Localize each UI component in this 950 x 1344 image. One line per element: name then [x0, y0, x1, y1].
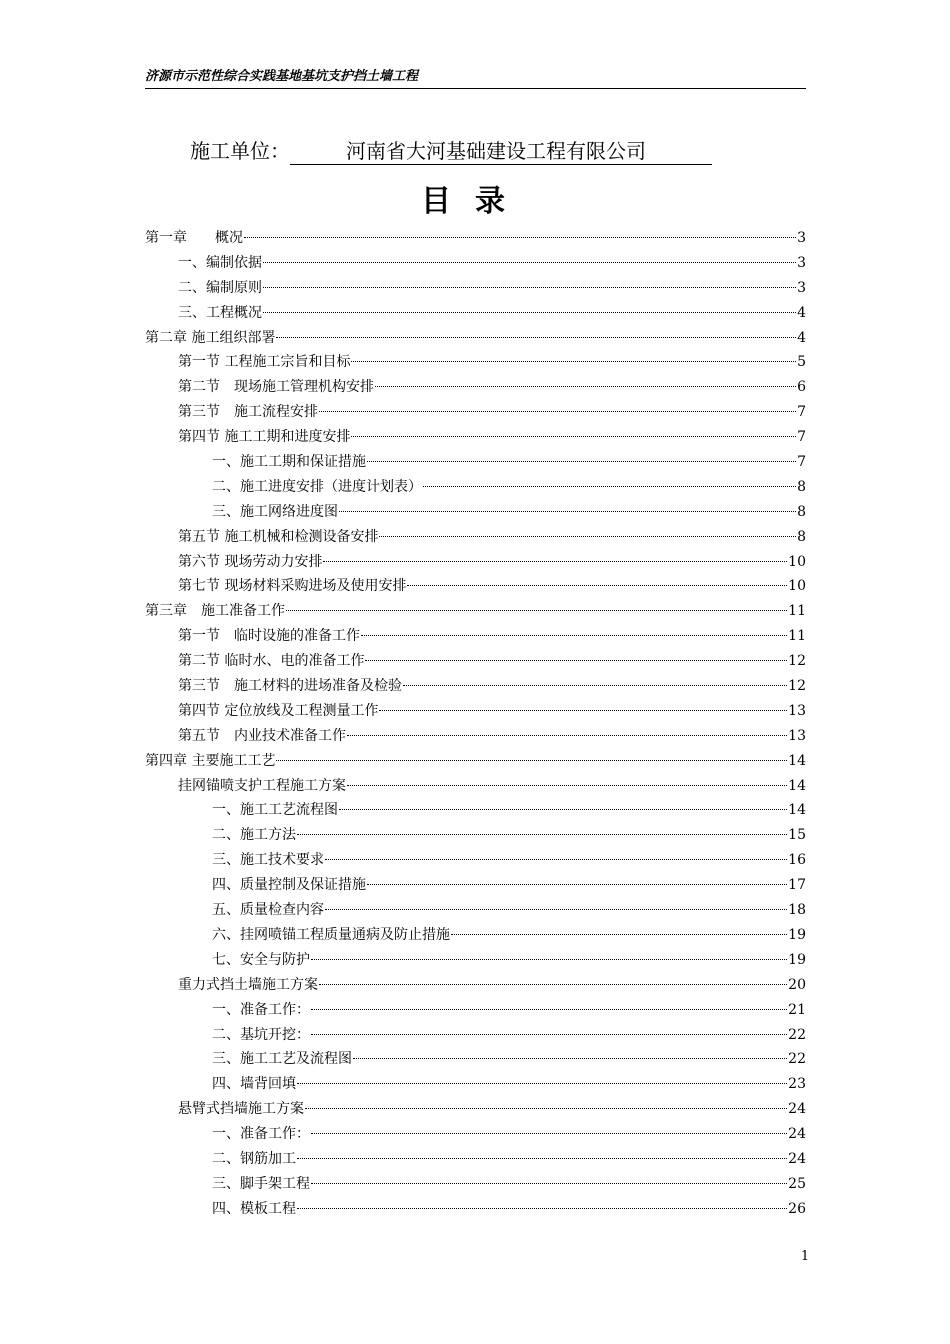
toc-entry-title: 第四节 定位放线及工程测量工作: [178, 702, 379, 719]
toc-entry[interactable]: [145, 998, 806, 1023]
toc-entry-title: 七、安全与防护: [212, 951, 310, 968]
dot-leader: [353, 1058, 787, 1059]
toc-entry-title: 第四节 施工工期和进度安排: [178, 429, 351, 446]
toc-entry-page: 19: [788, 926, 806, 943]
toc-entry-page: 5: [797, 354, 806, 371]
toc-entry[interactable]: [145, 550, 806, 575]
dot-leader: [276, 337, 796, 338]
dot-leader: [325, 909, 787, 910]
toc-entry[interactable]: [145, 1197, 806, 1222]
dot-leader: [311, 1009, 787, 1010]
toc-entry[interactable]: [145, 1097, 806, 1122]
toc-entry[interactable]: [145, 823, 806, 848]
toc-entry-title: 二、编制原则: [178, 279, 262, 296]
toc-entry-page: 4: [797, 329, 806, 346]
dot-leader: [311, 1034, 787, 1035]
toc-entry-title: 第五节 内业技术准备工作: [178, 727, 346, 744]
dot-leader: [319, 984, 787, 985]
dot-leader: [276, 760, 787, 761]
toc-entry-title: 第一节 临时设施的准备工作: [178, 628, 360, 645]
toc-entry-page: 10: [788, 553, 806, 570]
toc-entry-title: 一、准备工作：: [212, 1001, 310, 1018]
dot-leader: [305, 1108, 787, 1109]
toc-entry[interactable]: [145, 525, 806, 550]
toc-entry-page: 17: [788, 877, 806, 894]
toc-entry-title: 第四章 主要施工工艺: [145, 752, 276, 769]
toc-entry[interactable]: [145, 350, 806, 375]
toc-entry[interactable]: [145, 400, 806, 425]
toc-entry[interactable]: [145, 948, 806, 973]
toc-entry-title: 第一章 概况: [145, 230, 243, 246]
toc-entry-page: 7: [797, 454, 806, 471]
toc-entry-title: 四、模板工程: [212, 1200, 296, 1217]
toc-entry-title: 三、工程概况: [178, 304, 262, 321]
toc-entry[interactable]: [145, 624, 806, 649]
toc-entry[interactable]: [145, 1122, 806, 1147]
dot-leader: [403, 685, 787, 686]
toc-entry[interactable]: [145, 973, 806, 998]
dot-leader: [263, 262, 796, 263]
toc-entry-page: 25: [788, 1175, 806, 1192]
toc-entry-title: 重力式挡土墙施工方案: [178, 976, 318, 993]
toc-entry[interactable]: [145, 301, 806, 326]
toc-entry-title: 一、编制依据: [178, 254, 262, 271]
toc-entry-title: 三、施工网络进度图: [212, 503, 338, 520]
toc-entry-page: 10: [788, 578, 806, 595]
dot-leader: [263, 312, 796, 313]
toc-entry[interactable]: [145, 649, 806, 674]
toc-entry[interactable]: [145, 1047, 806, 1072]
toc-entry-title: 五、质量检查内容: [212, 902, 324, 919]
toc-entry[interactable]: [145, 923, 806, 948]
toc-entry-title: 一、准备工作：: [212, 1126, 310, 1143]
toc-entry[interactable]: [145, 251, 806, 276]
toc-entry-page: 24: [788, 1126, 806, 1143]
toc-entry-page: 13: [788, 727, 806, 744]
toc-entry-title: 一、施工工艺流程图: [212, 802, 338, 819]
toc-entry-page: 24: [788, 1150, 806, 1167]
toc-entry[interactable]: [145, 326, 806, 351]
toc-entry[interactable]: [145, 574, 806, 599]
dot-leader: [263, 287, 796, 288]
toc-entry-title: 四、墙背回填: [212, 1076, 296, 1093]
toc-entry-title: 二、钢筋加工: [212, 1150, 296, 1167]
toc-entry-page: 16: [788, 852, 806, 869]
dot-leader: [319, 411, 796, 412]
toc-entry-title: 第三章 施工准备工作: [145, 603, 285, 620]
toc-entry[interactable]: [145, 898, 806, 923]
dot-leader: [379, 536, 796, 537]
toc-entry-page: 14: [788, 802, 806, 819]
dot-leader: [375, 386, 796, 387]
toc-entry-title: 第三节 施工流程安排: [178, 404, 318, 421]
toc-entry-title: 第一节 工程施工宗旨和目标: [178, 354, 351, 371]
dot-leader: [351, 436, 796, 437]
toc-entry-page: 15: [788, 827, 806, 844]
dot-leader: [323, 561, 787, 562]
dot-leader: [311, 959, 787, 960]
toc-entry-page: 4: [797, 304, 806, 321]
toc-entry-page: 3: [797, 279, 806, 296]
dot-leader: [379, 710, 787, 711]
toc-entry[interactable]: [145, 475, 806, 500]
toc-entry-page: 11: [788, 628, 806, 645]
toc-entry-page: 8: [797, 478, 806, 495]
toc-entry[interactable]: [145, 500, 806, 525]
dot-leader: [365, 660, 787, 661]
running-header: 济源市示范性综合实践基地基坑支护挡土墙工程: [145, 68, 806, 89]
toc-entry-page: 24: [788, 1101, 806, 1118]
dot-leader: [286, 610, 787, 611]
dot-leader: [407, 585, 787, 586]
toc-entry-title: 第二节 临时水、电的准备工作: [178, 653, 365, 670]
toc-entry-page: 8: [797, 503, 806, 520]
dot-leader: [339, 809, 787, 810]
toc-entry-page: 3: [797, 254, 806, 271]
toc-entry-page: 13: [788, 702, 806, 719]
toc-entry-title: 六、挂网喷锚工程质量通病及防止措施: [212, 926, 450, 943]
toc-entry-title: 二、基坑开挖：: [212, 1026, 310, 1043]
toc-entry-title: 一、施工工期和保证措施: [212, 454, 366, 471]
toc-entry[interactable]: [145, 1023, 806, 1048]
dot-leader: [297, 1158, 787, 1159]
toc-entry-page: 26: [788, 1200, 806, 1217]
toc-entry-page: 7: [797, 429, 806, 446]
toc-entry-page: 19: [788, 951, 806, 968]
toc-entry[interactable]: [145, 425, 806, 450]
dot-leader: [351, 361, 796, 362]
toc-entry-title: 第三节 施工材料的进场准备及检验: [178, 678, 402, 695]
toc-entry-title: 挂网锚喷支护工程施工方案: [178, 777, 346, 794]
dot-leader: [361, 635, 787, 636]
toc-entry[interactable]: [145, 1172, 806, 1197]
toc-entry-page: 8: [797, 528, 806, 545]
toc-entry-page: 12: [788, 653, 806, 670]
toc-entry-page: 14: [788, 777, 806, 794]
toc-entry-page: 3: [797, 230, 806, 246]
toc-entry[interactable]: [145, 599, 806, 624]
toc-entry-page: 22: [788, 1026, 806, 1043]
toc-entry[interactable]: [145, 226, 806, 251]
toc-entry[interactable]: [145, 276, 806, 301]
dot-leader: [297, 1208, 787, 1209]
dot-leader: [347, 785, 787, 786]
toc-entry[interactable]: [145, 1147, 806, 1172]
toc-entry-title: 三、施工工艺及流程图: [212, 1051, 352, 1068]
toc-entry-title: 三、脚手架工程: [212, 1175, 310, 1192]
toc-entry[interactable]: [145, 450, 806, 475]
toc-entry[interactable]: [145, 749, 806, 774]
dot-leader: [311, 1183, 787, 1184]
toc-entry[interactable]: [145, 724, 806, 749]
toc-entry-title: 第二章 施工组织部署: [145, 329, 276, 346]
dot-leader: [367, 461, 796, 462]
toc-entry-page: 22: [788, 1051, 806, 1068]
dot-leader: [347, 735, 787, 736]
construction-unit-line: [190, 138, 712, 164]
toc-entry-title: 三、施工技术要求: [212, 852, 324, 869]
toc-entry-title: 第七节 现场材料采购进场及使用安排: [178, 578, 407, 595]
toc-entry-title: 二、施工方法: [212, 827, 296, 844]
toc-entry-page: 20: [788, 976, 806, 993]
dot-leader: [297, 834, 787, 835]
toc-title: 目录: [421, 184, 529, 219]
table-of-contents: [145, 226, 806, 1222]
dot-leader: [423, 486, 796, 487]
toc-entry[interactable]: [145, 699, 806, 724]
toc-entry[interactable]: [145, 774, 806, 799]
toc-entry-title: 第五节 施工机械和检测设备安排: [178, 528, 379, 545]
dot-leader: [297, 1083, 787, 1084]
toc-entry-page: 14: [788, 752, 806, 769]
dot-leader: [325, 859, 787, 860]
toc-entry-page: 7: [797, 404, 806, 421]
toc-entry[interactable]: [145, 1072, 806, 1097]
construction-unit-label: 施工单位：: [190, 139, 290, 163]
toc-entry-title: 第六节 现场劳动力安排: [178, 553, 323, 570]
toc-entry-page: 11: [788, 603, 806, 620]
toc-entry-page: 21: [788, 1001, 806, 1018]
toc-entry-title: 四、质量控制及保证措施: [212, 877, 366, 894]
toc-entry[interactable]: [145, 848, 806, 873]
toc-entry[interactable]: [145, 674, 806, 699]
construction-unit-value: 河南省大河基础建设工程有限公司: [290, 138, 712, 165]
toc-entry-page: 23: [788, 1076, 806, 1093]
toc-entry[interactable]: [145, 375, 806, 400]
page-number: 1: [800, 1249, 810, 1264]
dot-leader: [451, 934, 787, 935]
dot-leader: [244, 237, 796, 238]
toc-entry-title: 二、施工进度安排（进度计划表）: [212, 478, 422, 495]
toc-entry[interactable]: [145, 873, 806, 898]
toc-entry-title: 第二节 现场施工管理机构安排: [178, 379, 374, 396]
toc-entry-title: 悬臂式挡墙施工方案: [178, 1101, 304, 1118]
dot-leader: [311, 1133, 787, 1134]
toc-entry-page: 6: [797, 379, 806, 396]
toc-entry[interactable]: [145, 798, 806, 823]
dot-leader: [367, 884, 787, 885]
toc-entry-page: 18: [788, 902, 806, 919]
toc-entry-page: 12: [788, 678, 806, 695]
dot-leader: [339, 511, 796, 512]
